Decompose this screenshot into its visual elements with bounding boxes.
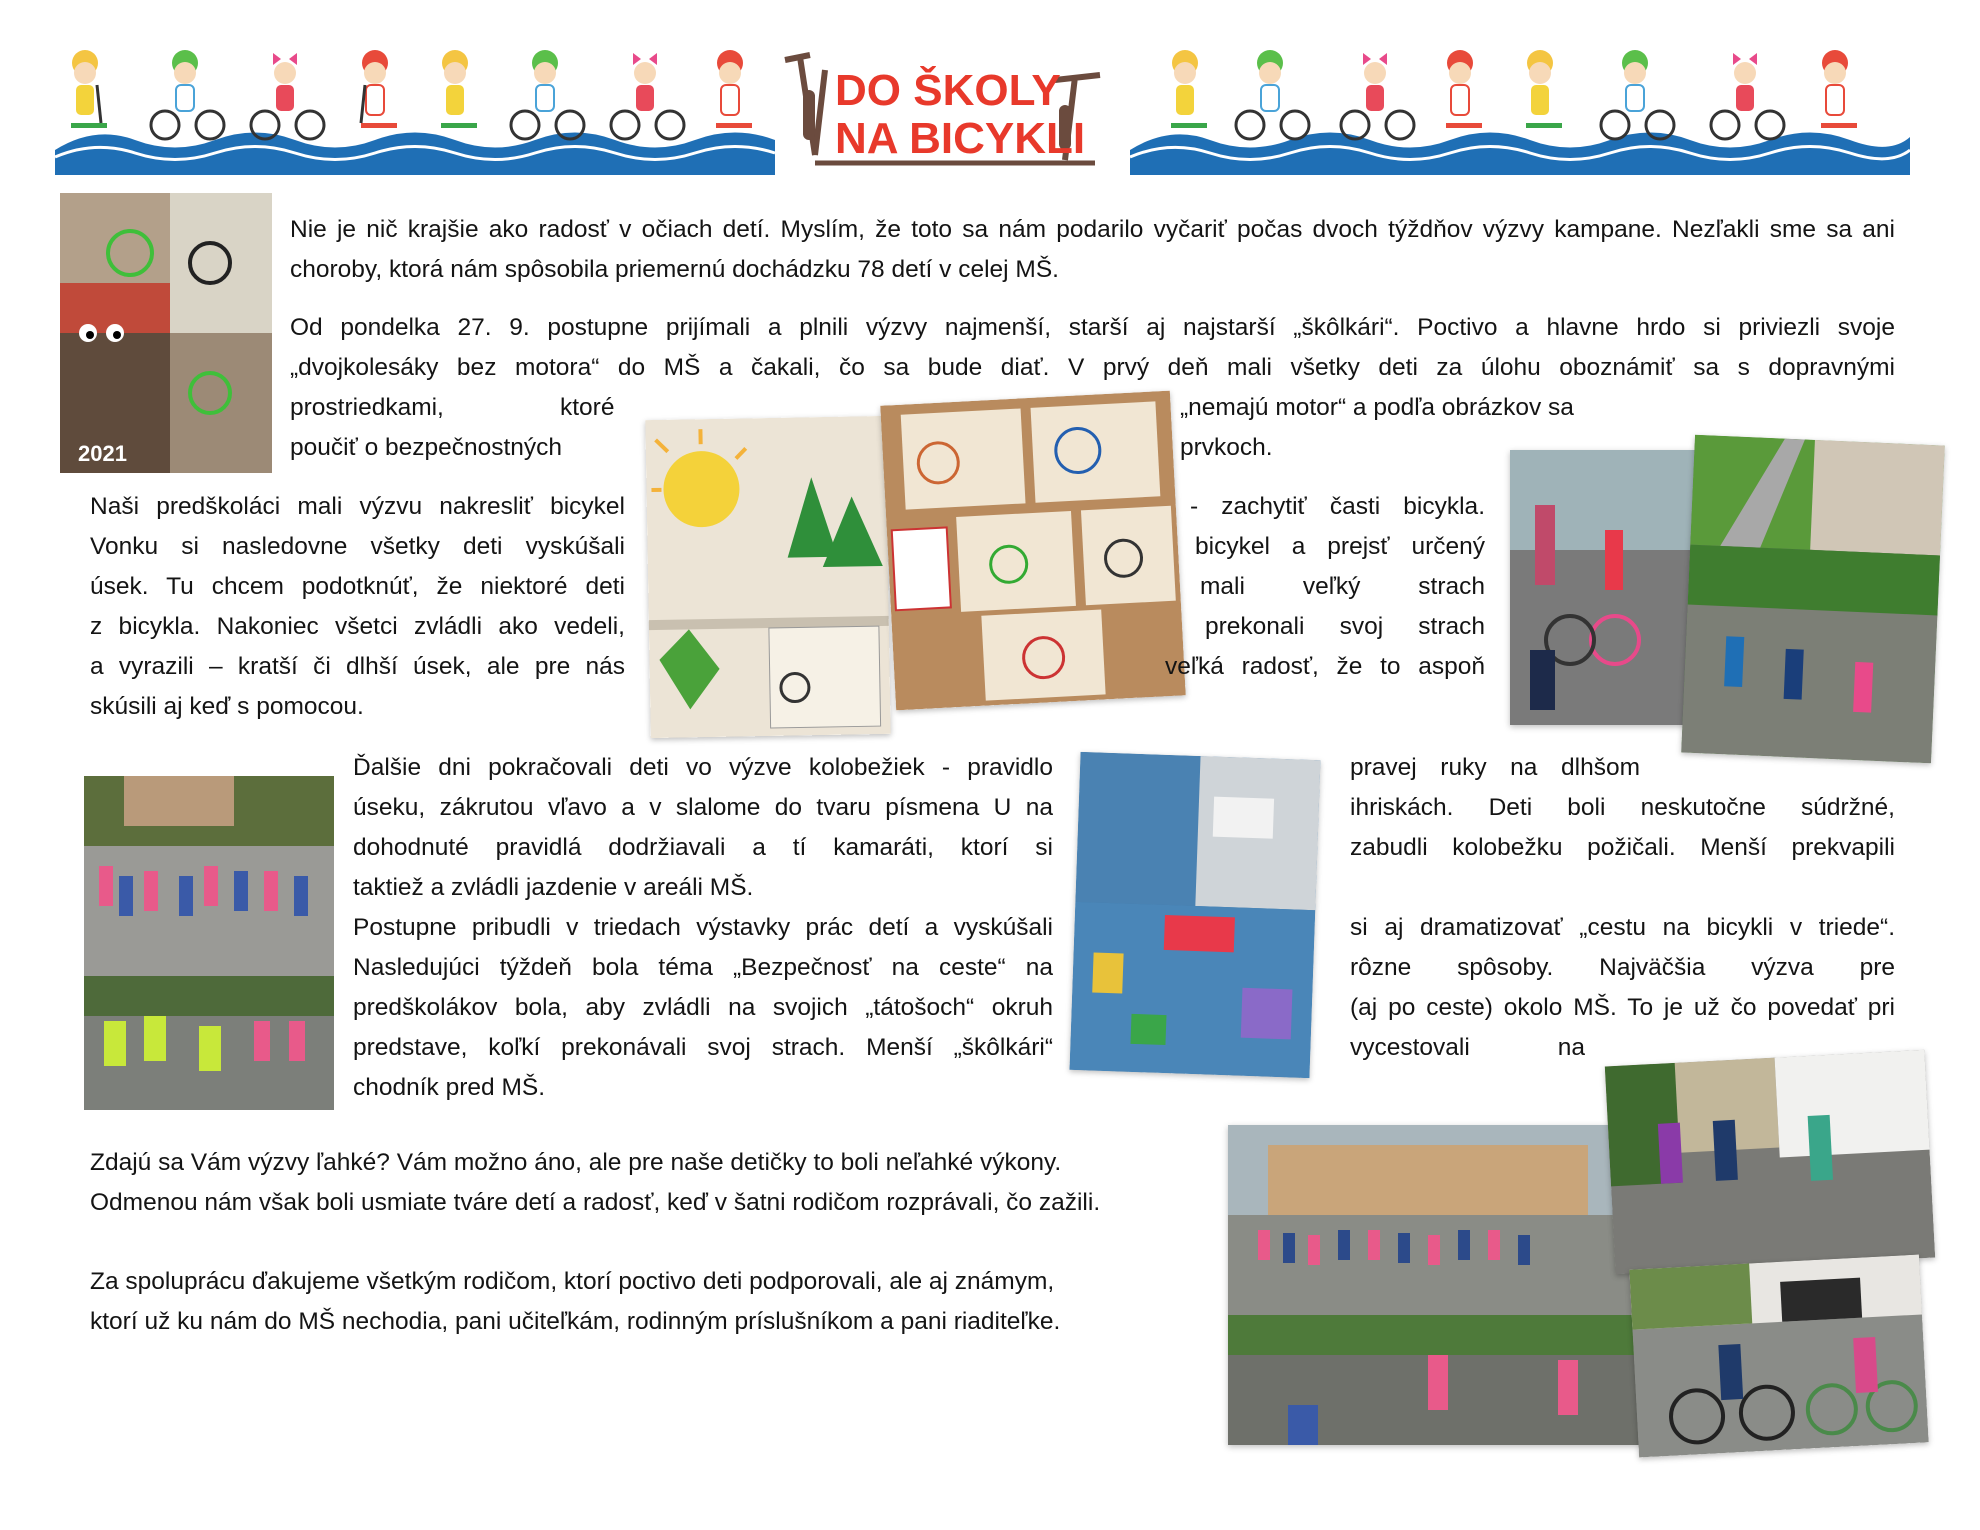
paragraph-2-line-4b: prvkoch. xyxy=(1180,434,1273,461)
paragraph-4-left-line: dohodnuté pravidlá dodržiavali a tí kamaráti, ktorí si xyxy=(353,834,1053,861)
paragraph-3-left-line: z bicykla. Nakoniec všetci zvládli ako vedeli, xyxy=(90,613,625,640)
paragraph-intro: Nie je nič krajšie ako radosť v očiach detí. Myslím, že toto sa nám podarilo vyčariť počas dvoch týždňov výzvy kampane. Nezľakli sme sa ani choroby, ktorá nám spôsobila priemernú dochádzku 78 detí v celej MŠ. xyxy=(290,216,1895,283)
photo-parents-bicycles xyxy=(1629,1255,1928,1458)
photo-drawings-sun xyxy=(645,416,891,738)
photo-classroom-play xyxy=(1070,752,1321,1078)
paragraph-5-line: Odmenou nám však boli usmiate tváre detí a radosť, keď v šatni rodičom rozprávali, čo zažili. xyxy=(90,1189,1101,1216)
paragraph-4-left-line: Postupne pribudli v triedach výstavky prác detí a vyskúšali xyxy=(353,914,1053,941)
paragraph-4-left-line: Nasledujúci týždeň bola téma „Bezpečnosť na ceste“ na xyxy=(353,954,1053,981)
paragraph-4-left-line: predškolákov bola, aby zvládli na svojich „tátošoch“ okruh xyxy=(353,994,1053,1021)
paragraph-4-right-line: pravej ruky na dlhšom xyxy=(1350,754,1640,781)
cartoon-kids-left xyxy=(71,50,752,139)
paragraph-2-line-2: „dvojkolesáky bez motora“ do MŠ a čakali, čo sa bude diať. V prvý deň mali všetky deti za úlohu oboznámiť sa s dopravnými xyxy=(290,354,1895,381)
paragraph-3-right-line: prekonali svoj strach xyxy=(1205,613,1485,640)
paragraph-2-line-4a: poučiť o bezpečnostných xyxy=(290,434,563,461)
paragraph-4-left-line: úseku, zákrutou vľavo a v slalome do tvaru písmena U na xyxy=(353,794,1053,821)
paragraph-3-right-line: mali veľký strach xyxy=(1200,573,1485,600)
paragraph-4-right-line: vycestovali na xyxy=(1350,1034,1585,1061)
paragraph-4-left-line: Ďalšie dni pokračovali deti vo výzve kolobežiek - pravidlo xyxy=(353,754,1053,781)
photo-year-label: 2021 xyxy=(78,441,127,466)
paragraph-2-line-3a: prostriedkami, xyxy=(290,394,444,421)
photo-kids-cycling-girl xyxy=(1510,450,1695,725)
paragraph-4-right-line: si aj dramatizovať „cestu na bicykli v triede“. xyxy=(1350,914,1895,941)
paragraph-3-right-line: bicykel a prejsť určený xyxy=(1195,533,1485,560)
paragraph-6-line: Za spoluprácu ďakujeme všetkým rodičom, ktorí poctivo deti podporovali, ale aj známym, xyxy=(90,1268,1055,1295)
paragraph-4-left-line: taktiež a zvládli jazdenie v areáli MŠ. xyxy=(353,874,754,901)
paragraph-2-line-3c: „nemajú motor“ a podľa obrázkov sa xyxy=(1180,394,1574,421)
paragraph-4-right-line: (aj po ceste) okolo MŠ. To je už čo povedať pri xyxy=(1350,994,1895,1021)
paragraph-4-right-line: rôzne spôsoby. Najväčšia výzva pre xyxy=(1350,954,1895,981)
photo-scooter-vests xyxy=(84,976,334,1110)
paragraph-3-left-line: Vonku si nasledovne všetky deti vyskúšali xyxy=(90,533,625,560)
paragraph-3-left-line: Naši predškoláci mali výzvu nakresliť bicykel xyxy=(90,493,625,520)
paragraph-3-right-line: - zachytiť časti bicykla. xyxy=(1190,493,1485,520)
paragraph-2-line-1: Od pondelka 27. 9. postupne prijímali a plnili výzvy najmenší, starší aj najstarší „škôlkári“. Poctivo a hlavne hrdo si priviezli svoje xyxy=(290,314,1895,341)
cartoon-kids-right xyxy=(1171,50,1857,139)
paragraph-4-right-line: ihriskách. Deti boli neskutočne súdržné, xyxy=(1350,794,1895,821)
paragraph-2-line-3b: ktoré xyxy=(560,394,615,421)
photo-bikes-room xyxy=(60,193,272,473)
paragraph-3-left-line: úsek. Tu chcem podotknúť, že niektoré deti xyxy=(90,573,625,600)
paragraph-4-right-line: zabudli kolobežku požičali. Menší prekvapili xyxy=(1350,834,1895,861)
photo-parents-scooters xyxy=(1605,1050,1935,1274)
paragraph-3-left-line: skúsili aj keď s pomocou. xyxy=(90,693,364,720)
paragraph-5-line: Zdajú sa Vám výzvy ľahké? Vám možno áno, ale pre naše detičky to boli neľahké výkony. xyxy=(90,1149,1062,1176)
paragraph-4-left-line: predstave, koľkí prekonávali svoj strach. Menší „škôlkári“ xyxy=(353,1034,1053,1061)
paragraph-6-line: ktorí už ku nám do MŠ nechodia, pani učiteľkám, rodinným príslušníkom a pani riaditeľke. xyxy=(90,1308,1061,1335)
banner-title-line1: DO ŠKOLY xyxy=(835,66,1061,115)
banner-title-line2: NA BICYKLI xyxy=(835,114,1086,163)
paragraph-4-left-line: chodník pred MŠ. xyxy=(353,1074,546,1101)
photo-schoolyard-group xyxy=(1228,1125,1640,1445)
paragraph-3-right-line: veľká radosť, že to aspoň xyxy=(1165,653,1485,680)
header-banner xyxy=(55,45,1910,175)
banner-graphic xyxy=(55,45,1910,175)
paragraph-3-left-line: a vyrazili – kratší či dlhší úsek, ale pre nás xyxy=(90,653,625,680)
photo-scooter-group xyxy=(84,776,334,976)
photo-drawings-bicycles xyxy=(880,391,1186,711)
photo-kids-cycling-path xyxy=(1681,435,1945,764)
